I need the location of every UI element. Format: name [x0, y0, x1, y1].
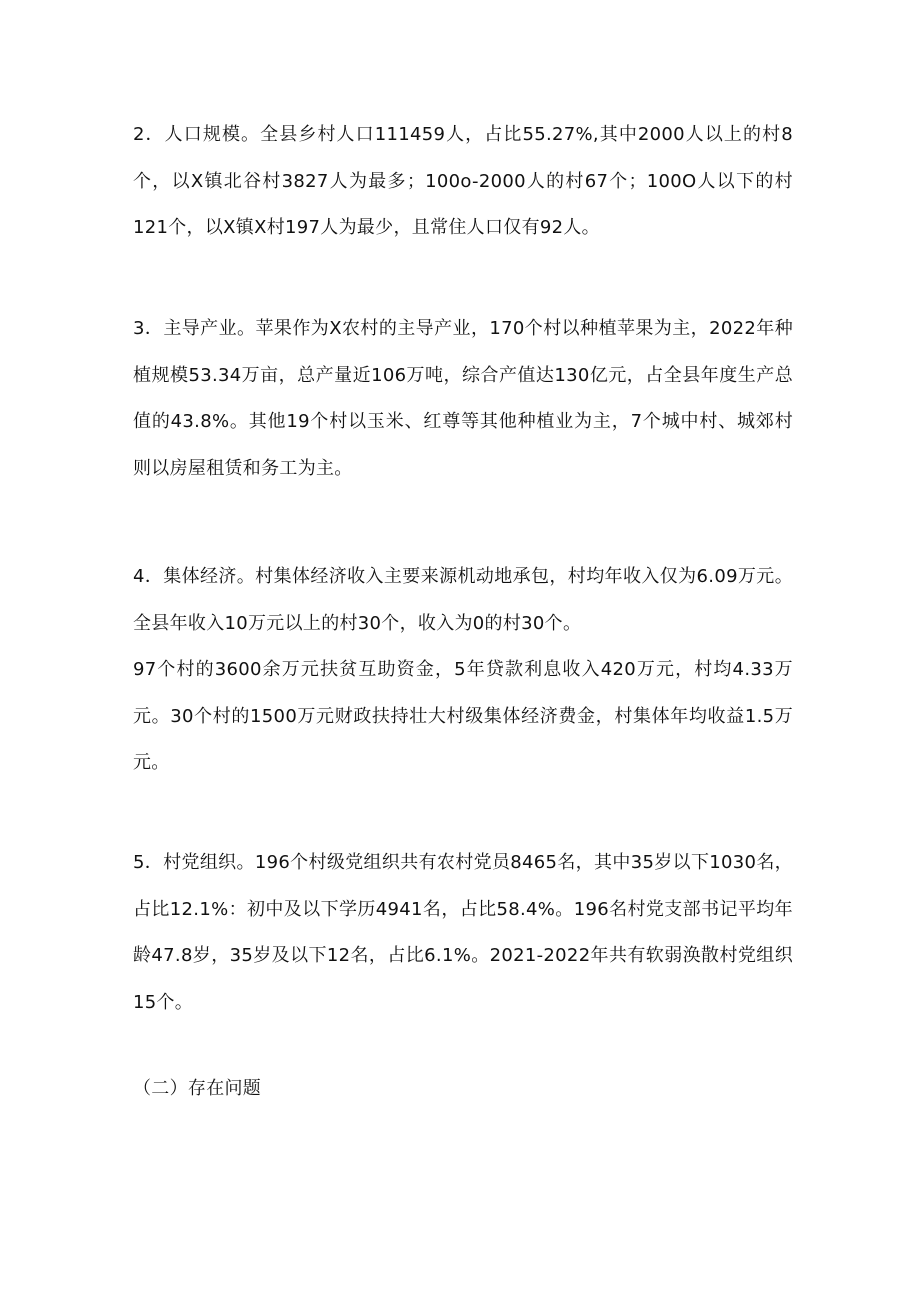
paragraph-industry: 3．主导产业。苹果作为X农村的主导产业，170个村以种植苹果为主，2022年种植规模53.34万亩，总产量近106万吨，综合产值达130亿元，占全县年度生产总值的43.8%。其他19个村以玉米、红尊等其他种植业为主，7个城中村、城郊村则以房屋租赁和务工为主。 [133, 318, 793, 479]
paragraph-party-organization: 5．村党组织。196个村级党组织共有农村党员8465名，其中35岁以下1030名，占比12.1%：初中及以下学历4941名，占比58.4%。196名村党支部书记平均年龄47.8岁，35岁及以下12名，占比6.1%。2021-2022年共有软弱涣散村党组织15个。 [133, 852, 793, 1013]
paragraph-collective-economy [133, 554, 793, 787]
paragraph-collective-economy-line-2: 97个村的3600余万元扶贫互助资金，5年贷款利息收入420万元，村均4.33万元。30个村的1500万元财政扶持壮大村级集体经济费金，村集体年均收益1.5万元。 [133, 659, 793, 773]
section-heading-problems: （二）存在问题 [133, 1078, 262, 1099]
paragraph-collective-economy-line-1: 4．集体经济。村集体经济收入主要来源机动地承包，村均年收入仅为6.09万元。全县年收入10万元以上的村30个，收入为0的村30个。 [133, 566, 793, 634]
paragraph-population: 2．人口规模。全县乡村人口111459人，占比55.27%,其中2000人以上的村8个，以X镇北谷村3827人为最多；100o-2000人的村67个；100O人以下的村121个，以X镇X村197人为最少，且常住人口仅有92人。 [133, 124, 793, 238]
